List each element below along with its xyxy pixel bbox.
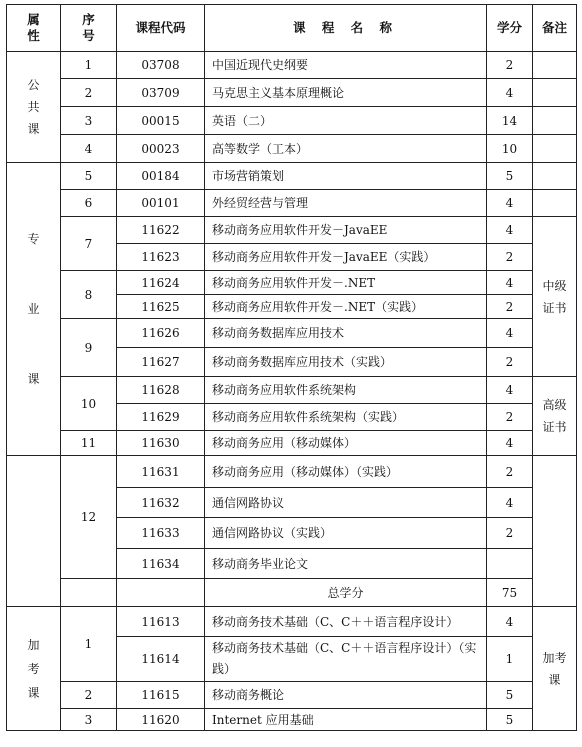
- name-cell: 移动商务数据库应用技术（实践）: [205, 348, 487, 377]
- note-cell: [533, 135, 577, 163]
- name-cell: 移动商务应用软件开发－JavaEE: [205, 217, 487, 244]
- name-cell: 移动商务技术基础（C、C＋＋语言程序设计）: [205, 607, 487, 637]
- name-cell: 市场营销策划: [205, 163, 487, 190]
- code-cell: [117, 579, 205, 607]
- code-cell: 00101: [117, 190, 205, 217]
- table-row: [7, 79, 577, 107]
- note-cell-mid: 中级证书: [533, 217, 577, 377]
- seq-cell: 12: [61, 456, 117, 579]
- table-row: [7, 135, 577, 163]
- credit-cell: 2: [487, 456, 533, 488]
- total-row: [7, 579, 577, 607]
- name-cell: 移动商务数据库应用技术: [205, 319, 487, 348]
- code-cell: 03709: [117, 79, 205, 107]
- credit-cell: 4: [487, 377, 533, 404]
- name-cell: 移动商务毕业论文: [205, 549, 487, 579]
- name-cell: 移动商务应用软件系统架构: [205, 377, 487, 404]
- credit-cell: 4: [487, 607, 533, 637]
- name-cell: 英语（二）: [205, 107, 487, 135]
- name-cell: 移动商务应用软件系统架构（实践）: [205, 404, 487, 431]
- credit-cell: 10: [487, 135, 533, 163]
- seq-cell: 7: [61, 217, 117, 271]
- code-cell: 11632: [117, 488, 205, 518]
- header-note: 备注: [533, 5, 577, 52]
- credit-cell: 2: [487, 518, 533, 549]
- note-cell: [533, 79, 577, 107]
- name-cell: 移动商务概论: [205, 682, 487, 709]
- seq-cell: 3: [61, 709, 117, 731]
- code-cell: 00184: [117, 163, 205, 190]
- header-seq: 序号: [61, 5, 117, 52]
- name-cell: Internet 应用基础: [205, 709, 487, 731]
- name-cell: 移动商务应用软件开发－JavaEE（实践）: [205, 244, 487, 271]
- table-row: [7, 52, 577, 79]
- credit-cell: 5: [487, 163, 533, 190]
- credit-cell: 4: [487, 319, 533, 348]
- seq-cell: [61, 579, 117, 607]
- name-cell: 通信网路协议: [205, 488, 487, 518]
- table-row: [7, 271, 577, 295]
- seq-cell: 2: [61, 682, 117, 709]
- code-cell: 11623: [117, 244, 205, 271]
- name-cell: 外经贸经营与管理: [205, 190, 487, 217]
- credit-cell: 1: [487, 637, 533, 682]
- note-cell: [533, 107, 577, 135]
- credit-cell: 4: [487, 217, 533, 244]
- header-code: 课程代码: [117, 5, 205, 52]
- code-cell: 11622: [117, 217, 205, 244]
- code-cell: 11631: [117, 456, 205, 488]
- credit-cell: 2: [487, 244, 533, 271]
- code-cell: 11627: [117, 348, 205, 377]
- seq-cell: 8: [61, 271, 117, 319]
- group-extra: 加考课: [7, 607, 61, 731]
- name-cell: 马克思主义基本原理概论: [205, 79, 487, 107]
- credit-cell: 2: [487, 52, 533, 79]
- code-cell: 11613: [117, 607, 205, 637]
- header-credit: 学分: [487, 5, 533, 52]
- name-cell: 移动商务应用（移动媒体）（实践）: [205, 456, 487, 488]
- name-cell: 移动商务应用软件开发－.NET: [205, 271, 487, 295]
- code-cell: 11620: [117, 709, 205, 731]
- table-row: [7, 107, 577, 135]
- code-cell: 11628: [117, 377, 205, 404]
- seq-cell: 4: [61, 135, 117, 163]
- code-cell: 11634: [117, 549, 205, 579]
- header-row: [7, 5, 577, 52]
- credit-cell: [487, 549, 533, 579]
- code-cell: 11630: [117, 431, 205, 456]
- course-table: [6, 4, 577, 731]
- code-cell: 11624: [117, 271, 205, 295]
- table-row: [7, 456, 577, 488]
- note-cell: [533, 52, 577, 79]
- credit-cell: 5: [487, 709, 533, 731]
- header-attr: 属性: [7, 5, 61, 52]
- code-cell: 11625: [117, 295, 205, 319]
- name-cell: 通信网路协议（实践）: [205, 518, 487, 549]
- name-cell: 移动商务技术基础（C、C＋＋语言程序设计）（实践）: [205, 637, 487, 682]
- code-cell: 11633: [117, 518, 205, 549]
- table-row: [7, 163, 577, 190]
- seq-cell: 11: [61, 431, 117, 456]
- note-cell: [533, 190, 577, 217]
- credit-cell: 4: [487, 271, 533, 295]
- credit-cell: 4: [487, 79, 533, 107]
- table-row: [7, 682, 577, 709]
- table-row: [7, 377, 577, 404]
- code-cell: 11629: [117, 404, 205, 431]
- seq-cell: 1: [61, 607, 117, 682]
- credit-cell: 4: [487, 488, 533, 518]
- code-cell: 00023: [117, 135, 205, 163]
- table-row: [7, 607, 577, 637]
- group-empty: [7, 456, 61, 607]
- seq-cell: 10: [61, 377, 117, 431]
- credit-cell: 4: [487, 431, 533, 456]
- note-cell-high: 高级证书: [533, 377, 577, 456]
- credit-cell: 2: [487, 404, 533, 431]
- name-cell: 中国近现代史纲要: [205, 52, 487, 79]
- code-cell: 11615: [117, 682, 205, 709]
- credit-cell: 2: [487, 348, 533, 377]
- credit-cell: 14: [487, 107, 533, 135]
- seq-cell: 9: [61, 319, 117, 377]
- code-cell: 00015: [117, 107, 205, 135]
- note-cell-extra: 加考课: [533, 607, 577, 731]
- note-cell: [533, 163, 577, 190]
- code-cell: 11614: [117, 637, 205, 682]
- credit-cell: 5: [487, 682, 533, 709]
- name-cell: 移动商务应用软件开发－.NET（实践）: [205, 295, 487, 319]
- group-major: 专业课: [7, 163, 61, 456]
- credit-cell: 4: [487, 190, 533, 217]
- table-row: [7, 190, 577, 217]
- name-cell: 高等数学（工本）: [205, 135, 487, 163]
- total-value: 75: [487, 579, 533, 607]
- code-cell: 03708: [117, 52, 205, 79]
- seq-cell: 5: [61, 163, 117, 190]
- group-public: 公共课: [7, 52, 61, 163]
- seq-cell: 3: [61, 107, 117, 135]
- credit-cell: 2: [487, 295, 533, 319]
- table-row: [7, 217, 577, 244]
- note-cell: [533, 456, 577, 607]
- name-cell: 移动商务应用（移动媒体）: [205, 431, 487, 456]
- table-row: [7, 431, 577, 456]
- seq-cell: 1: [61, 52, 117, 79]
- seq-cell: 6: [61, 190, 117, 217]
- table-row: [7, 709, 577, 731]
- table-row: [7, 319, 577, 348]
- seq-cell: 2: [61, 79, 117, 107]
- header-name: 课 程 名 称: [205, 5, 487, 52]
- code-cell: 11626: [117, 319, 205, 348]
- total-label: 总学分: [205, 579, 487, 607]
